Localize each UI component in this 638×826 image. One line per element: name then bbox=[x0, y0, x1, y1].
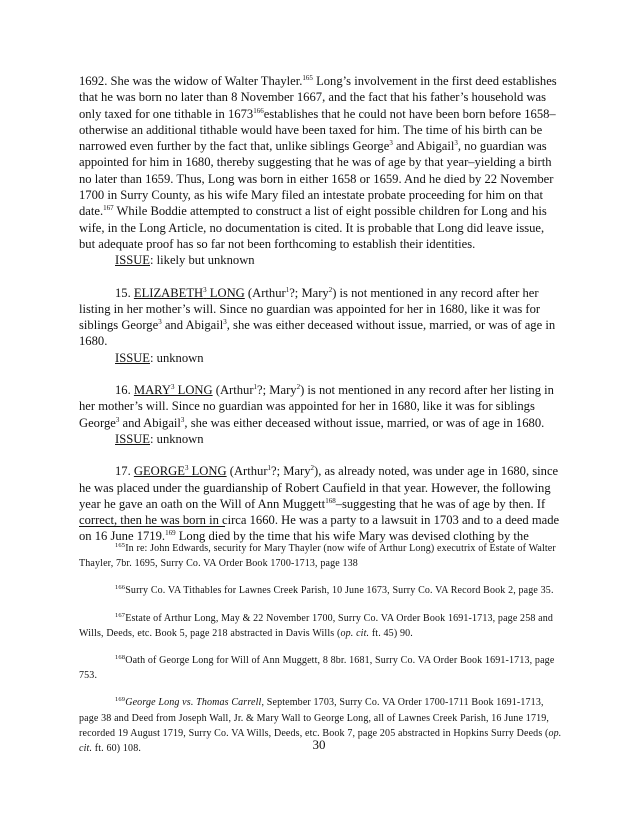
footnote-169: $^{169}$George Long vs. Thomas Carrell, September 1703, Surry Co. VA Order 1700-1711 Book 1691-1713, page 38 and Deed from Joseph Wall, Jr. & Mary Wall to George Long, all of Lawnes Creek Parish, 16 June 1719, recorded 19 August 1719, Surry Co. VA Wills, Deeds, etc. Book 7, page 205 abstracted in Hopkins Surry Deeds (op. cit. ft. 60) 108. bbox=[79, 696, 562, 755]
footnote-166: $^{166}$Surry Co. VA Tithables for Lawnes Creek Parish, 10 June 1673, Surry Co. VA Record Book 2, page 35. bbox=[115, 584, 554, 597]
person-name: ELIZABETH$^3$ LONG bbox=[133, 285, 245, 300]
paragraph-arthur-long-continued: 1692. She was the widow of Walter Thayler.$^{165}$ Long’s involvement in the first deed establishes that he was born no later than 8 November 1667, and the fact that his father’s household was only taxed for one tithable in 1673$^{166}$establishes that he could not have been born before 1658–otherwise an additional tithable would have been taxed for him. The time of his birth can be narrowed even further by the fact that, unlike siblings George$^3$ and Abigail$^3$, no guardian was appointed for him in 1680, thereby suggesting that he was of age by that year–yielding a birth no later than 1659. Thus, Long was born in either 1658 or 1659. And he died by 22 November 1700 in Surry County, as his wife Mary filed an intestate probate proceeding for him on that date.$^{167}$ While Boddie attempted to construct a list of eight possible children for Long and his wife, in the Long Article, no documentation is cited. It is probable that Long did leave issue, but adequate proof has so far not been forthcoming to establish their identities. bbox=[79, 74, 557, 251]
body-text bbox=[79, 73, 563, 545]
footnote-ref-167[interactable]: 167 bbox=[103, 204, 114, 213]
page-number: 30 bbox=[312, 737, 326, 752]
footnote-ref-168[interactable]: 168 bbox=[325, 496, 336, 505]
paragraph-entry-15: 15. ELIZABETH$^3$ LONG (Arthur$^1$?; Mary$^2$) is not mentioned in any record after her listing in her mother’s will. Since no guardian was appointed for her in 1680, like it was for siblings George$^3$ and Abigail$^3$, she was either deceased without issue, married, or was of age in 1680. bbox=[79, 285, 556, 349]
footnote-ref-165[interactable]: 165 bbox=[302, 74, 313, 82]
footnote-168: $^{168}$Oath of George Long for Will of Ann Muggett, 8 8br. 1681, Surry Co. VA Order Book 1691-1713, page 753. bbox=[79, 654, 555, 682]
paragraph-entry-17: 17. GEORGE$^3$ LONG (Arthur$^1$?; Mary$^2$), as already noted, was under age in 1680, since he was placed under the guardianship of Robert Caufield in that year. However, the following year he gave an oath on the Will of Ann Muggett$^{168}$–suggesting that he was of age by then. If correct, then he was born in circa 1660. He was a party to a lawsuit in 1703 and to a deed made on 16 June 1719.$^{169}$ Long died by the time that his wife Mary was devised clothing by the bbox=[79, 464, 560, 544]
person-name: GEORGE$^3$ LONG bbox=[133, 464, 227, 479]
issue-line: ISSUE: unknown bbox=[115, 350, 204, 365]
person-name: MARY$^3$ LONG bbox=[133, 383, 213, 398]
issue-line: ISSUE: unknown bbox=[115, 431, 204, 446]
footnote-ref-169[interactable]: 169 bbox=[165, 529, 176, 538]
footnote-165: $^{165}$In re: John Edwards, security for Mary Thayler (now wife of Arthur Long) executrix of Estate of Walter Thayler, 7br. 1695, Surry Co. VA Order Book 1700-1713, page 138 bbox=[79, 542, 556, 570]
footnote-167: $^{167}$Estate of Arthur Long, May & 22 November 1700, Surry Co. VA Order Book 1691-1713, page 258 and Wills, Deeds, etc. Book 5, page 218 abstracted in Davis Wills (op. cit. ft. 45) 90. bbox=[79, 611, 554, 639]
footnote-ref-166[interactable]: 166 bbox=[253, 106, 264, 115]
paragraph-entry-16: 16. MARY$^3$ LONG (Arthur$^1$?; Mary$^2$) is not mentioned in any record after her listing in her mother’s will. Since no guardian was appointed for her in 1680, like it was for siblings George$^3$ and Abigail$^3$, she was either deceased without issue, married, or was of age in 1680. bbox=[79, 383, 554, 430]
footnotes bbox=[79, 541, 563, 768]
issue-line: ISSUE: likely but unknown bbox=[115, 253, 255, 268]
footnote-divider bbox=[79, 526, 225, 527]
